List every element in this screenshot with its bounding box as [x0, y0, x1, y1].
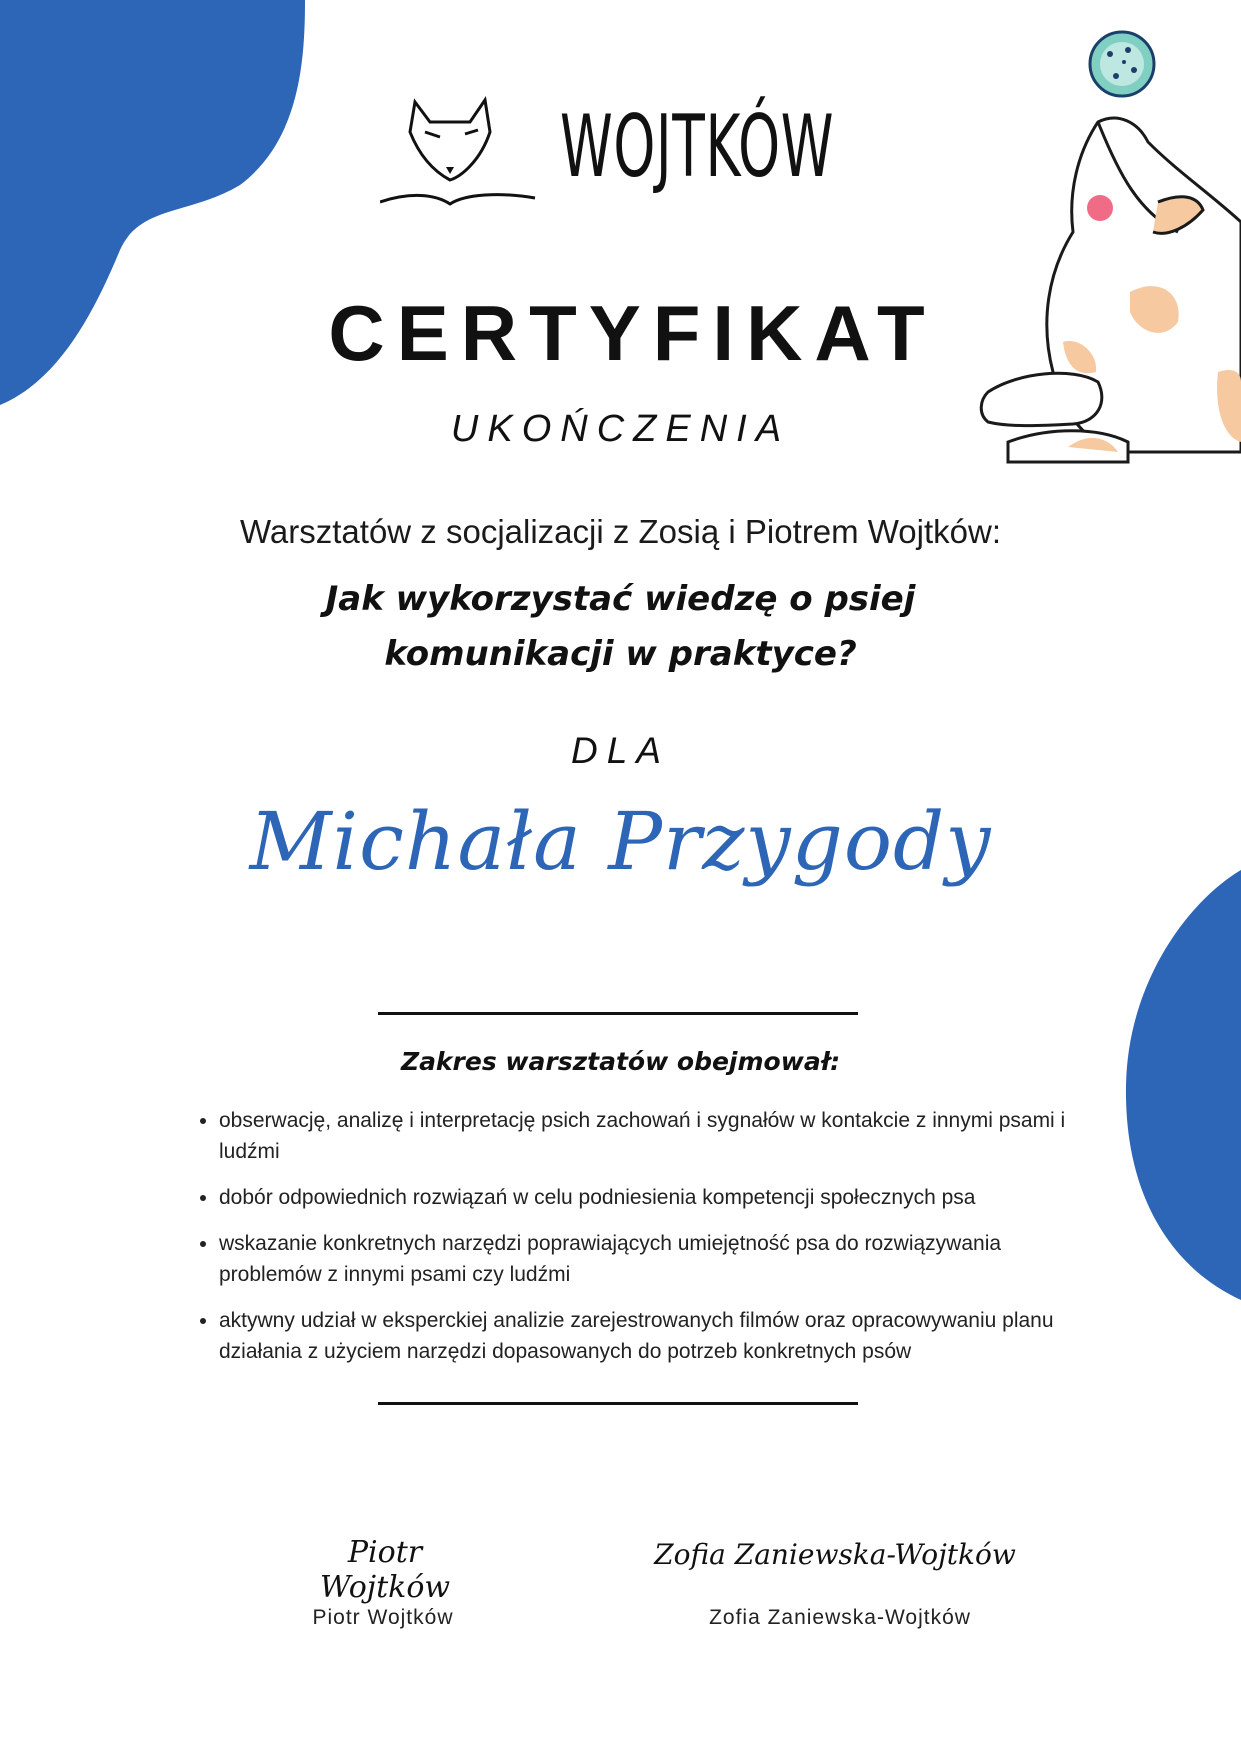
certificate-subtitle: UKOŃCZENIA	[450, 408, 791, 450]
signatory-name-piotr: Piotr Wojtków	[312, 1606, 454, 1629]
list-item: • obserwację, analizę i interpretację psich zachowań i sygnałów w kontakcie z innymi psami i ludźmi	[219, 1105, 1099, 1167]
list-item: • dobór odpowiednich rozwiązań w celu podniesienia kompetencji społecznych psa	[219, 1182, 1099, 1213]
scope-heading: Zakres warsztatów obejmował:	[400, 1047, 841, 1076]
ball-icon	[1090, 32, 1154, 96]
workshop-title	[0, 572, 1241, 682]
brand-name: WOJTKÓW	[560, 97, 835, 197]
dog-balancing-ball-illustration	[978, 22, 1241, 472]
signature-zofia: Zofia Zaniewska-Wojtków	[654, 1538, 1016, 1571]
list-item: • aktywny udział w eksperckiej analizie zarejestrowanych filmów oraz opracowywaniu planu działania z użyciem narzędzi dopasowanych do potrzeb konkretnych psów	[219, 1305, 1099, 1367]
for-label: DLA	[571, 730, 670, 771]
divider-top	[378, 1012, 858, 1015]
workshop-title-line-2: komunikacji w praktyce?	[384, 634, 857, 674]
right-blue-blob	[1120, 870, 1241, 1310]
recipient-name: Michała Przygody	[249, 795, 992, 888]
workshop-title-line-1: Jak wykorzystać wiedzę o psiej	[325, 579, 916, 619]
workshop-line: Warsztatów z socjalizacji z Zosią i Piotrem Wojtków:	[239, 513, 1001, 550]
signatory-name-zofia: Zofia Zaniewska-Wojtków	[709, 1606, 971, 1629]
signature-piotr: Piotr Wojtków	[319, 1535, 451, 1605]
list-item: • wskazanie konkretnych narzędzi poprawiających umiejętność psa do rozwiązywania problemów z innymi psami czy ludźmi	[219, 1228, 1099, 1290]
certificate-title: CERTYFIKAT	[328, 289, 937, 377]
dog-reading-book-icon	[380, 92, 540, 212]
divider-bottom	[378, 1402, 858, 1405]
scope-list	[195, 1105, 1099, 1382]
